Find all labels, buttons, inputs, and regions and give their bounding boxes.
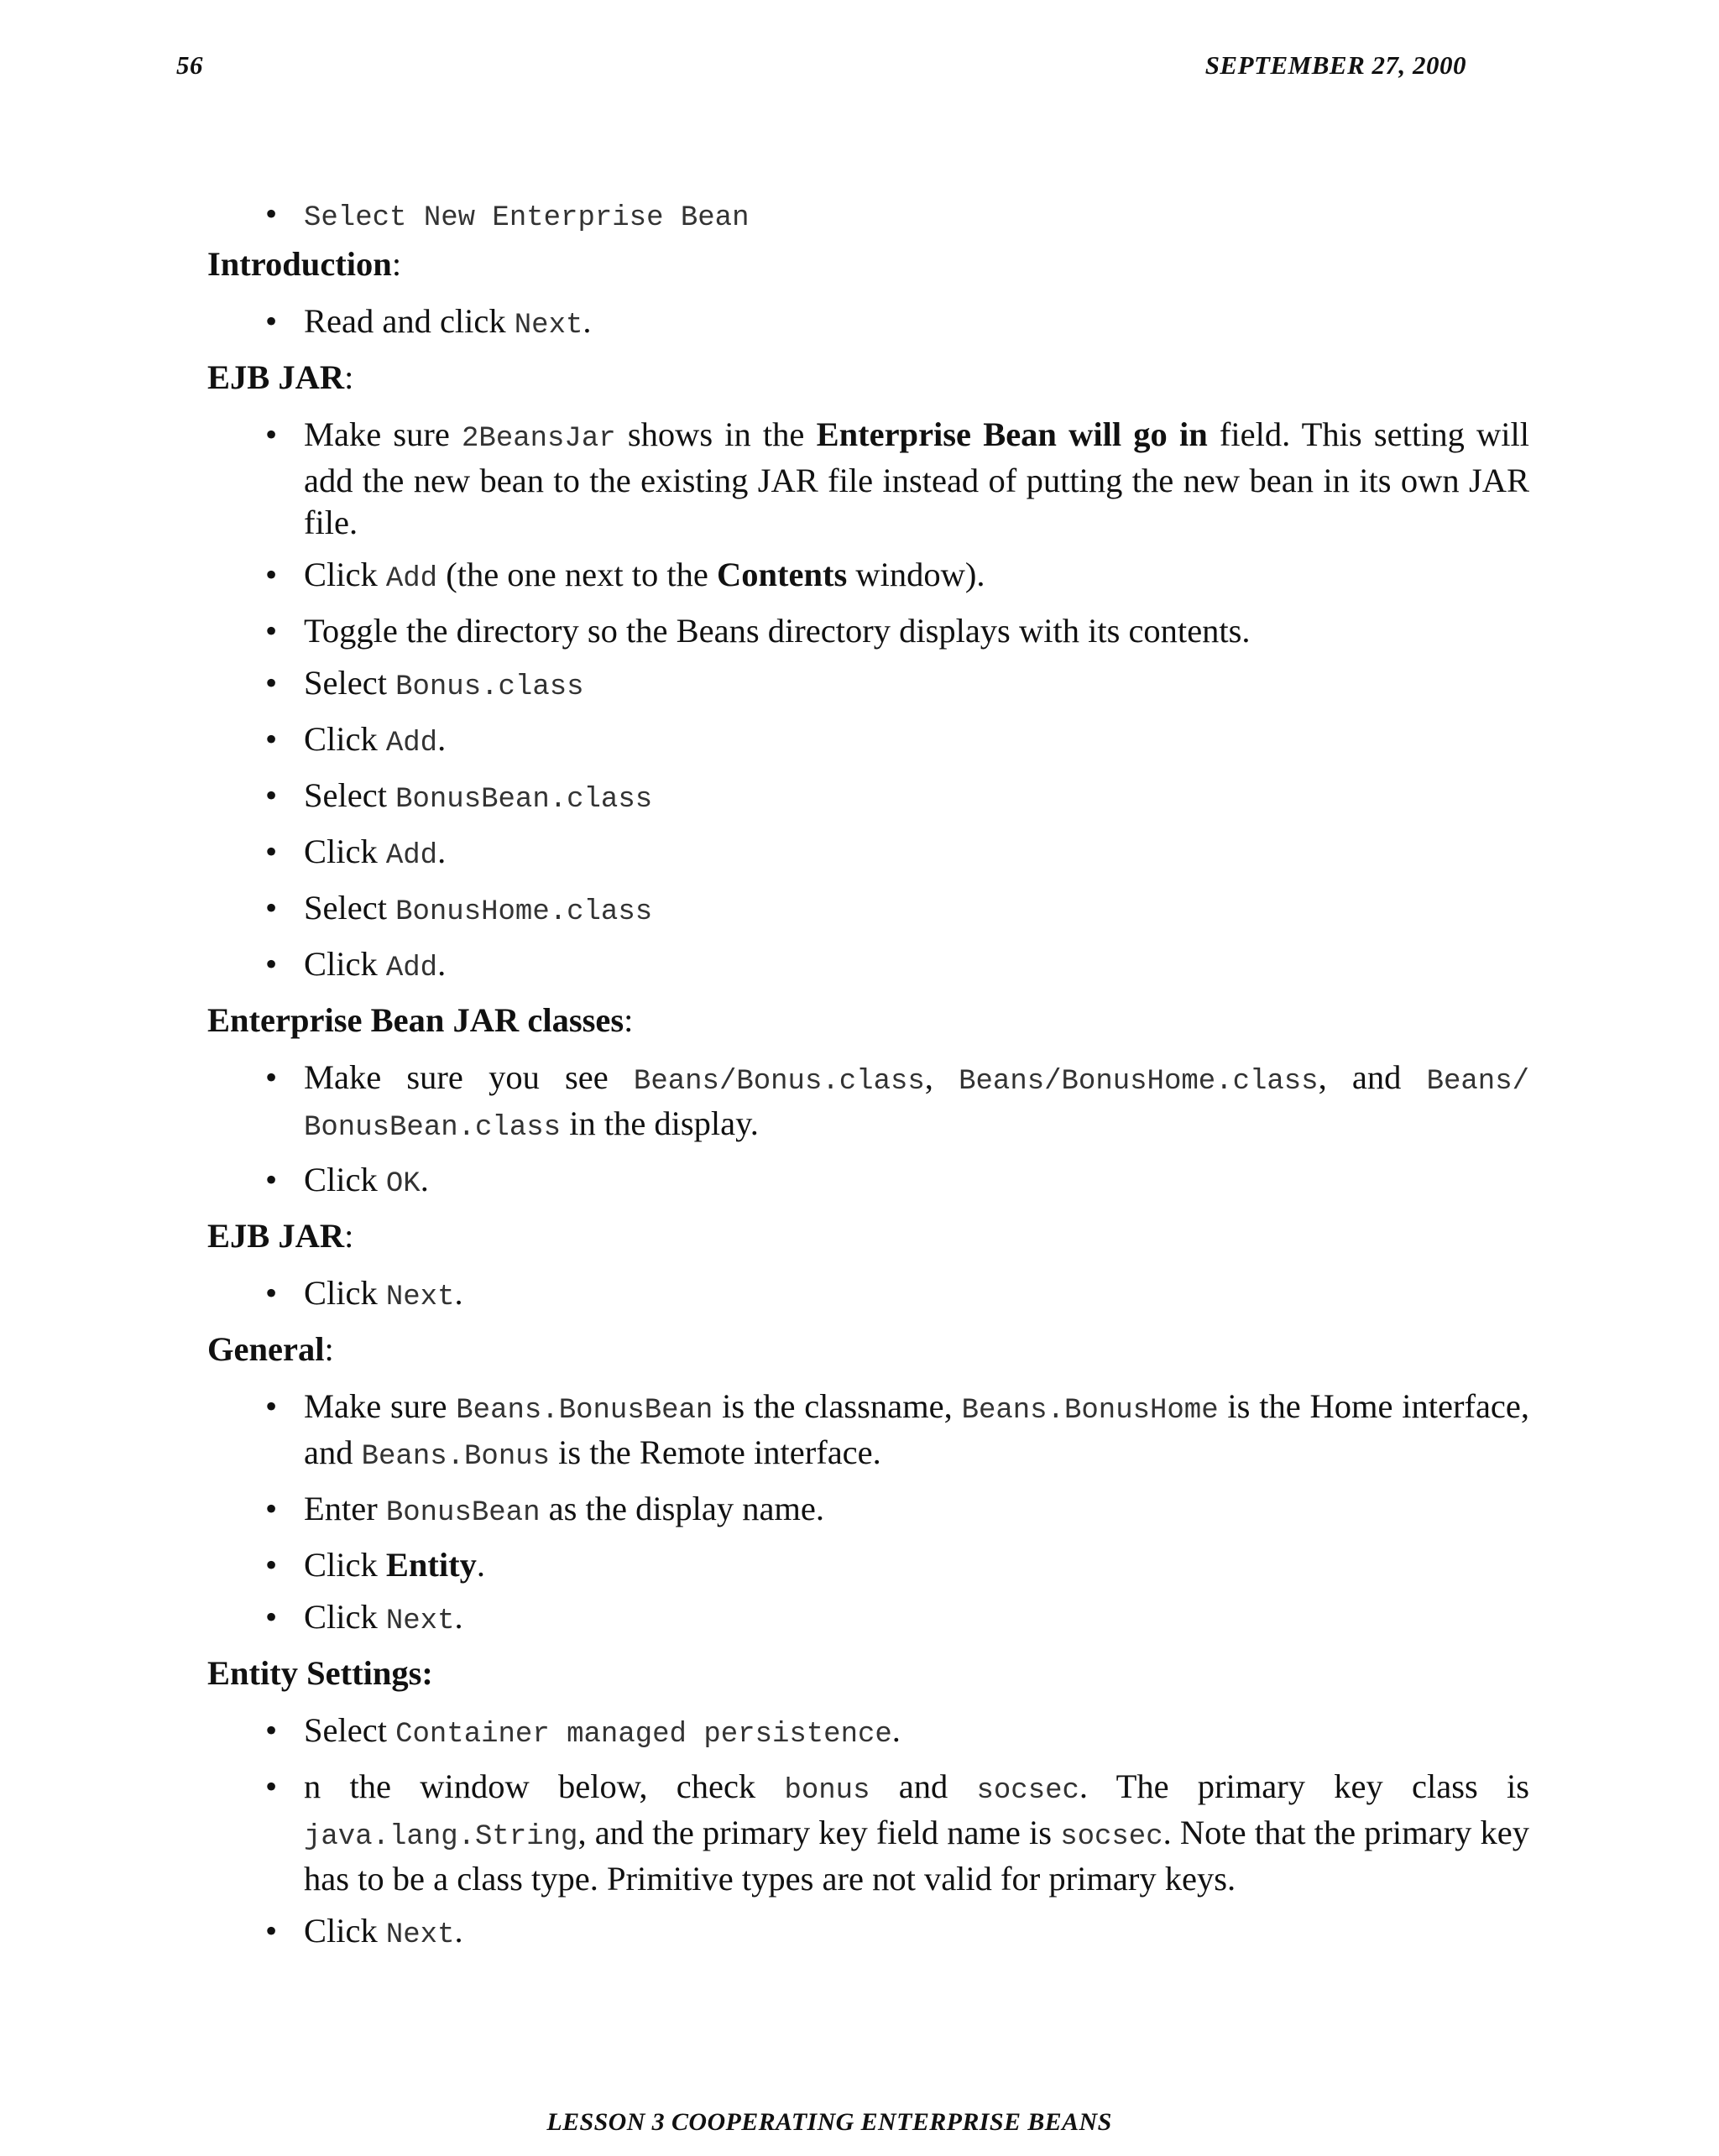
body-text: (the one next to the [437, 556, 717, 593]
body-text: , and the primary key field name is [577, 1814, 1061, 1851]
bold-text: Contents [717, 556, 848, 593]
body-text: . [420, 1161, 429, 1198]
code-text: Beans/ BonusBean.class [304, 1066, 1530, 1144]
body-text: Click [304, 1161, 386, 1198]
list-item [304, 1910, 1529, 1956]
list-item [304, 1386, 1529, 1478]
code-text: Add [385, 728, 438, 760]
body-text: Read and click [304, 302, 515, 340]
code-text: BonusBean.class [395, 784, 653, 816]
body-text: Enter [304, 1490, 386, 1527]
code-text: Add [385, 953, 438, 984]
body-text: Click [304, 556, 386, 593]
code-text: Bonus.class [395, 671, 584, 703]
bold-text: Enterprise Bean will go in [816, 415, 1208, 453]
list-item [304, 300, 1529, 347]
list-item [304, 718, 1529, 765]
body-text: Click [304, 1274, 386, 1312]
list-item [304, 414, 1529, 544]
code-text: Next [385, 1282, 455, 1313]
section-heading: Enterprise Bean JAR classes: [207, 1001, 634, 1039]
bullet-list [207, 1386, 1529, 1642]
bullet-list [207, 1057, 1529, 1205]
bold-text: Entity [385, 1546, 477, 1584]
body-text: . [454, 1274, 463, 1312]
body-text: Click [304, 1546, 386, 1584]
page-body [207, 193, 1529, 1966]
body-text: . [437, 720, 447, 758]
code-text: Beans.Bonus [361, 1441, 551, 1473]
code-text: socsec [1060, 1821, 1163, 1853]
list-item [304, 610, 1529, 652]
code-text: java.lang.String [304, 1821, 578, 1853]
list-item [304, 662, 1529, 708]
page-number: 56 [176, 50, 203, 80]
code-text: Next [514, 310, 583, 342]
code-text: BonusBean [385, 1497, 541, 1529]
code-text: Next [385, 1919, 455, 1951]
section-heading: Introduction: [207, 245, 402, 283]
body-text: Make sure [304, 415, 462, 453]
body-text: Select [304, 664, 396, 702]
code-text: OK [385, 1168, 421, 1200]
bullet-list [207, 1272, 1529, 1318]
body-text: in the display. [561, 1104, 759, 1142]
list-item [304, 1710, 1529, 1756]
code-text: Beans/Bonus.class [633, 1066, 925, 1098]
list-item [304, 1596, 1529, 1642]
code-text: BonusHome.class [395, 896, 653, 928]
body-text: is the Remote interface. [550, 1433, 881, 1471]
list-item [304, 554, 1529, 600]
code-text: socsec [976, 1775, 1079, 1807]
body-text: Make sure you see [304, 1058, 634, 1096]
sections-container [207, 243, 1529, 1956]
body-text: . [476, 1546, 486, 1584]
code-text: bonus [784, 1775, 870, 1807]
code-text: Select New Enterprise Bean [304, 202, 750, 234]
list-item [304, 831, 1529, 877]
body-text: , and [1318, 1058, 1427, 1096]
list-item [304, 887, 1529, 933]
body-text: n the window below, check [304, 1767, 785, 1805]
list-item [304, 1766, 1529, 1900]
body-text: Select [304, 1711, 396, 1749]
body-text: Make sure [304, 1387, 457, 1425]
list-item [304, 1159, 1529, 1205]
body-text: and [870, 1767, 977, 1805]
body-text: Toggle the directory so the Beans directory displays with its contents. [304, 612, 1251, 650]
body-text: Click [304, 720, 386, 758]
list-item [304, 193, 1529, 239]
top-list [207, 193, 1529, 239]
body-text: . [891, 1711, 901, 1749]
body-text: , [924, 1058, 959, 1096]
body-text: field. This setting will add the new bean to the existing JAR file instead of putting the new bean in its own JAR file. [304, 415, 1529, 541]
body-text: Click [304, 945, 386, 983]
section-heading: Entity Settings: [207, 1654, 433, 1692]
code-text: Next [385, 1605, 455, 1637]
body-text: shows in the [615, 415, 817, 453]
body-text: Select [304, 889, 396, 927]
bullet-list [207, 300, 1529, 347]
body-text: is the Home interface, and [304, 1387, 1530, 1471]
body-text: . [454, 1912, 463, 1950]
list-item [304, 1272, 1529, 1318]
body-text: . [454, 1598, 463, 1636]
list-item [304, 1544, 1529, 1586]
page-date: SEPTEMBER 27, 2000 [1204, 50, 1466, 80]
body-text: Click [304, 1598, 386, 1636]
section-heading: EJB JAR: [207, 1217, 354, 1255]
body-text: window). [847, 556, 985, 593]
body-text: as the display name. [540, 1490, 825, 1527]
bullet-list [207, 1710, 1529, 1956]
body-text: . [437, 833, 447, 870]
body-text: . [583, 302, 592, 340]
code-text: Beans/BonusHome.class [959, 1066, 1319, 1098]
list-item [304, 1057, 1529, 1149]
body-text: Click [304, 1912, 386, 1950]
code-text: Container managed persistence [395, 1719, 892, 1751]
code-text: Beans.BonusHome [961, 1395, 1219, 1427]
list-item [304, 775, 1529, 821]
list-item [304, 1488, 1529, 1534]
code-text: Add [385, 840, 438, 872]
page-footer: LESSON 3 COOPERATING ENTERPRISE BEANS [546, 2108, 1112, 2136]
section-heading: General: [207, 1330, 334, 1368]
body-text: . The primary key class is [1079, 1767, 1530, 1805]
code-text: 2BeansJar [462, 423, 616, 455]
list-item [304, 943, 1529, 989]
code-text: Beans.BonusBean [456, 1395, 713, 1427]
body-text: Click [304, 833, 386, 870]
section-heading: EJB JAR: [207, 358, 354, 396]
bullet-list [207, 414, 1529, 989]
code-text: Add [385, 563, 438, 595]
body-text: . Note that the primary key has to be a class type. Primitive types are not valid for primary keys. [304, 1814, 1529, 1898]
body-text: Select [304, 776, 396, 814]
body-text: is the classname, [713, 1387, 962, 1425]
body-text: . [437, 945, 447, 983]
